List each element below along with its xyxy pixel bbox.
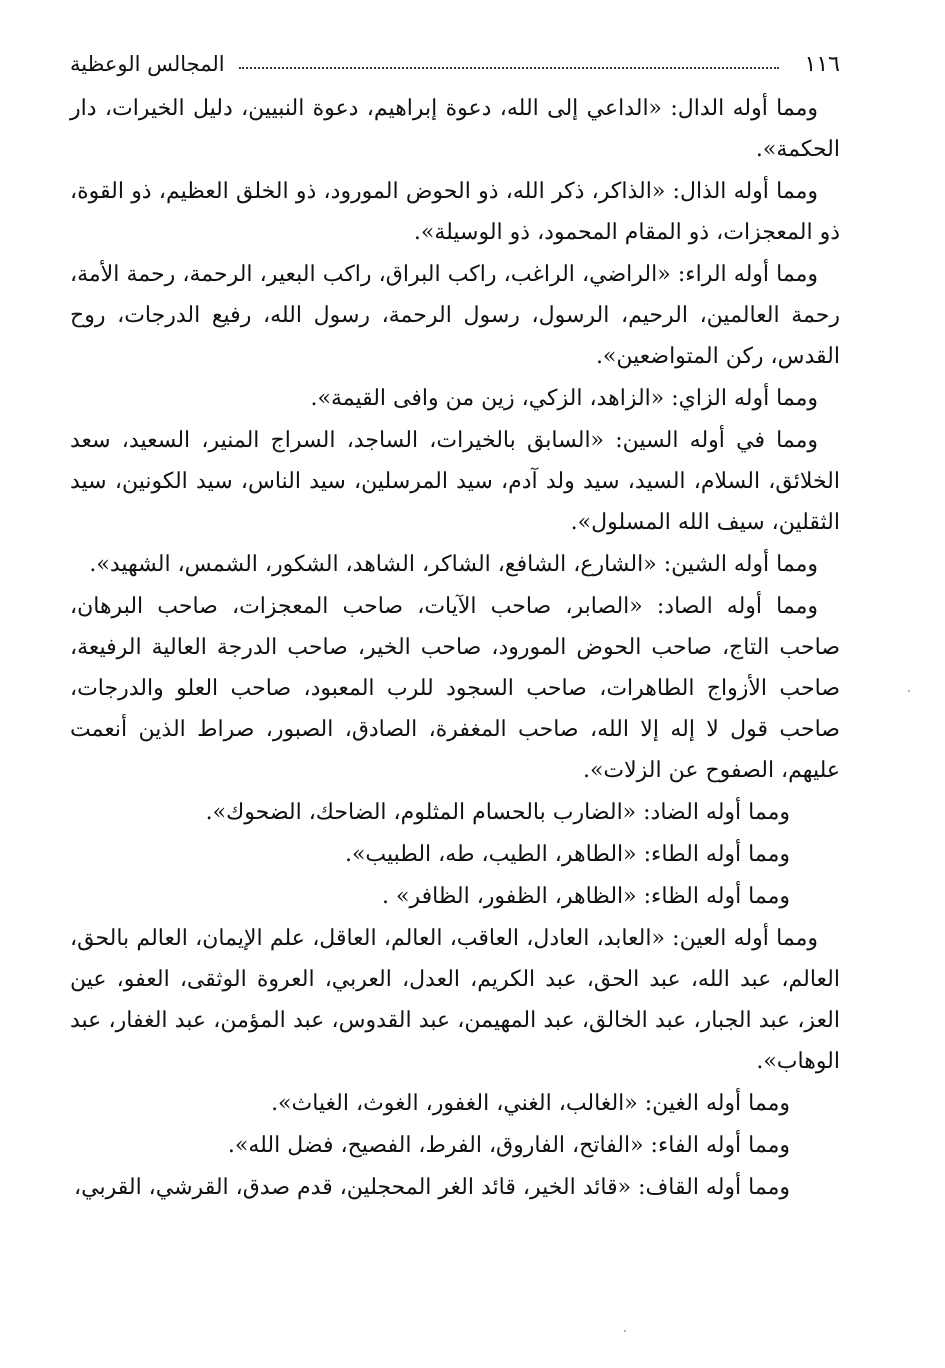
scan-speck: [624, 1330, 626, 1332]
paragraph-sin: ومما في أوله السين: «السابق بالخيرات، الساجد، السراج المنير، السعيد، سعد الخلائق، السلام، السيد، سيد ولد آدم، سيد المرسلين، سيد الناس، سيد الكونين، سيد الثقلين، سيف الله المسلول».: [70, 428, 840, 535]
paragraph-dal: ومما أوله الدال: «الداعي إلى الله، دعوة إبراهيم، دعوة النبيين، دليل الخيرات، دار الحكمة».: [70, 96, 840, 162]
paragraph-za: ومما أوله الظاء: «الظاهر، الظفور، الظافر» .: [382, 884, 790, 909]
paragraph-zay: ومما أوله الزاي: «الزاهد، الزكي، زين من وافى القيمة».: [310, 386, 818, 411]
paragraph-ta: ومما أوله الطاء: «الطاهر، الطيب، طه، الطبيب».: [344, 842, 790, 867]
paragraph-dhal: ومما أوله الذال: «الذاكر، ذكر الله، ذو الحوض المورود، ذو الخلق العظيم، ذو القوة، ذو المعجزات، ذو المقام المحمود، ذو الوسيلة».: [70, 179, 840, 245]
page-body: [70, 88, 840, 1209]
paragraph-ayn: ومما أوله العين: «العابد، العادل، العاقب، العالم، العاقل، علم الإيمان، العالم بالحق، العالم، عبد الله، عبد الحق، عبد الكريم، العدل، العربي، العروة الوثقى، العفو، عين العز، عبد الجبار، عبد الخالق، عبد المهيمن، عبد القدوس، عبد المؤمن، عبد الغفار، عبد الوهاب».: [70, 926, 840, 1074]
page-number: ١١٦: [804, 51, 840, 77]
paragraph-sad: ومما أوله الصاد: «الصابر، صاحب الآيات، صاحب المعجزات، صاحب البرهان، صاحب التاج، صاحب الحوض المورود، صاحب الخير، صاحب الدرجة العالية الرفيعة، صاحب الأزواج الطاهرات، صاحب السجود للرب المعبود، صاحب العلو والدرجات، صاحب قول لا إله إلا الله، صاحب المغفرة، الصادق، الصبور، صراط الذين أنعمت عليهم، الصفوح عن الزلات».: [70, 594, 840, 783]
paragraph-shin: ومما أوله الشين: «الشارع، الشافع، الشاكر، الشاهد، الشكور، الشمس، الشهيد».: [89, 552, 818, 577]
paragraph-ra: ومما أوله الراء: «الراضي، الراغب، راكب البراق، راكب البعير، الرحمة، رحمة الأمة، رحمة العالمين، الرحيم، الرسول، رسول الرحمة، رسول الله، رفيع الدرجات، روح القدس، ركن المتواضعين».: [70, 262, 840, 369]
paragraph-qaf: ومما أوله القاف: «قائد الخير، قائد الغر المحجلين، قدم صدق، القرشي، القربي،: [74, 1175, 790, 1200]
page-header: [70, 44, 840, 84]
header-dotted-leader: [239, 67, 779, 69]
scan-speck: [908, 690, 910, 692]
paragraph-fa: ومما أوله الفاء: «الفاتح، الفاروق، الفرط، الفصيح، فضل الله».: [227, 1133, 790, 1158]
paragraph-ghayn: ومما أوله الغين: «الغالب، الغني، الغفور، الغوث، الغياث».: [271, 1091, 790, 1116]
paragraph-dad: ومما أوله الضاد: «الضارب بالحسام المثلوم، الضاحك، الضحوك».: [205, 800, 790, 825]
running-title: المجالس الوعظية: [70, 52, 225, 76]
